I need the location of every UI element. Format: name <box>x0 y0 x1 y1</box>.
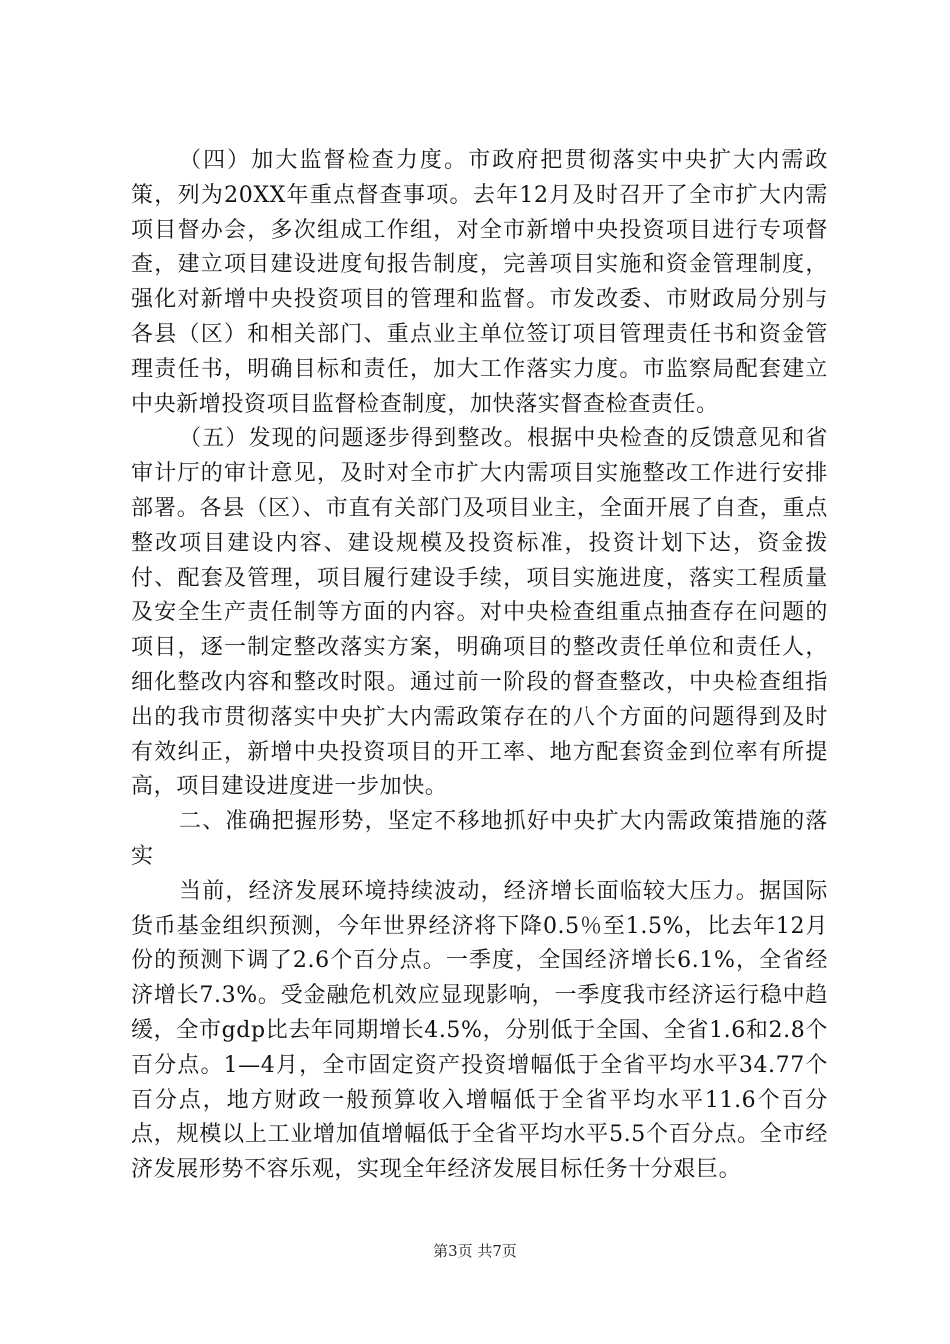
page-number-footer: 第3页 共7页 <box>433 1242 517 1260</box>
paragraph-situation: 当前，经济发展环境持续波动，经济增长面临较大压力。据国际货币基金组织预测，今年世界经济将下降0.5％至1.5%，比去年12月份的预测下调了2.6个百分点。一季度，全国经济增长6.1%，全省经济增长7.3%。受金融危机效应显现影响，一季度我市经济运行稳中趋缓，全市gdp比去年同期增长4.5%，分别低于全国、全省1.6和2.8个百分点。1—4月，全市固定资产投资增幅低于全省平均水平34.77个百分点，地方财政一般预算收入增幅低于全省平均水平11.6个百分点，规模以上工业增加值增幅低于全省平均水平5.5个百分点。全市经济发展形势不容乐观，实现全年经济发展目标任务十分艰巨。 <box>131 878 828 1183</box>
paragraph-rectification: （五）发现的问题逐步得到整改。根据中央检查的反馈意见和省审计厅的审计意见，及时对全市扩大内需项目实施整改工作进行安排部署。各县（区）、市直有关部门及项目业主，全面开展了自查，重点整改项目建设内容、建设规模及投资标准，投资计划下达，资金拨付、配套及管理，项目履行建设手续，项目实施进度，落实工程质量及安全生产责任制等方面的内容。对中央检查组重点抽查存在问题的项目，逐一制定整改落实方案，明确项目的整改责任单位和责任人，细化整改内容和整改时限。通过前一阶段的督查整改，中央检查组指出的我市贯彻落实中央扩大内需政策存在的八个方面的问题得到及时有效纠正，新增中央投资项目的开工率、地方配套资金到位率有所提高，项目建设进度进一步加快。 <box>131 426 828 800</box>
paragraph-supervision: （四）加大监督检查力度。市政府把贯彻落实中央扩大内需政策，列为20XX年重点督查事项。去年12月及时召开了全市扩大内需项目督办会，多次组成工作组，对全市新增中央投资项目进行专项督查，建立项目建设进度旬报告制度，完善项目实施和资金管理制度，强化对新增中央投资项目的管理和监督。市发改委、市财政局分别与各县（区）和相关部门、重点业主单位签订项目管理责任书和资金管理责任书，明确目标和责任，加大工作落实力度。市监察局配套建立中央新增投资项目监督检查制度，加快落实督查检查责任。 <box>131 148 828 417</box>
document-body <box>131 144 828 1188</box>
section-heading: 二、准确把握形势，坚定不移地抓好中央扩大内需政策措施的落实 <box>131 809 828 869</box>
